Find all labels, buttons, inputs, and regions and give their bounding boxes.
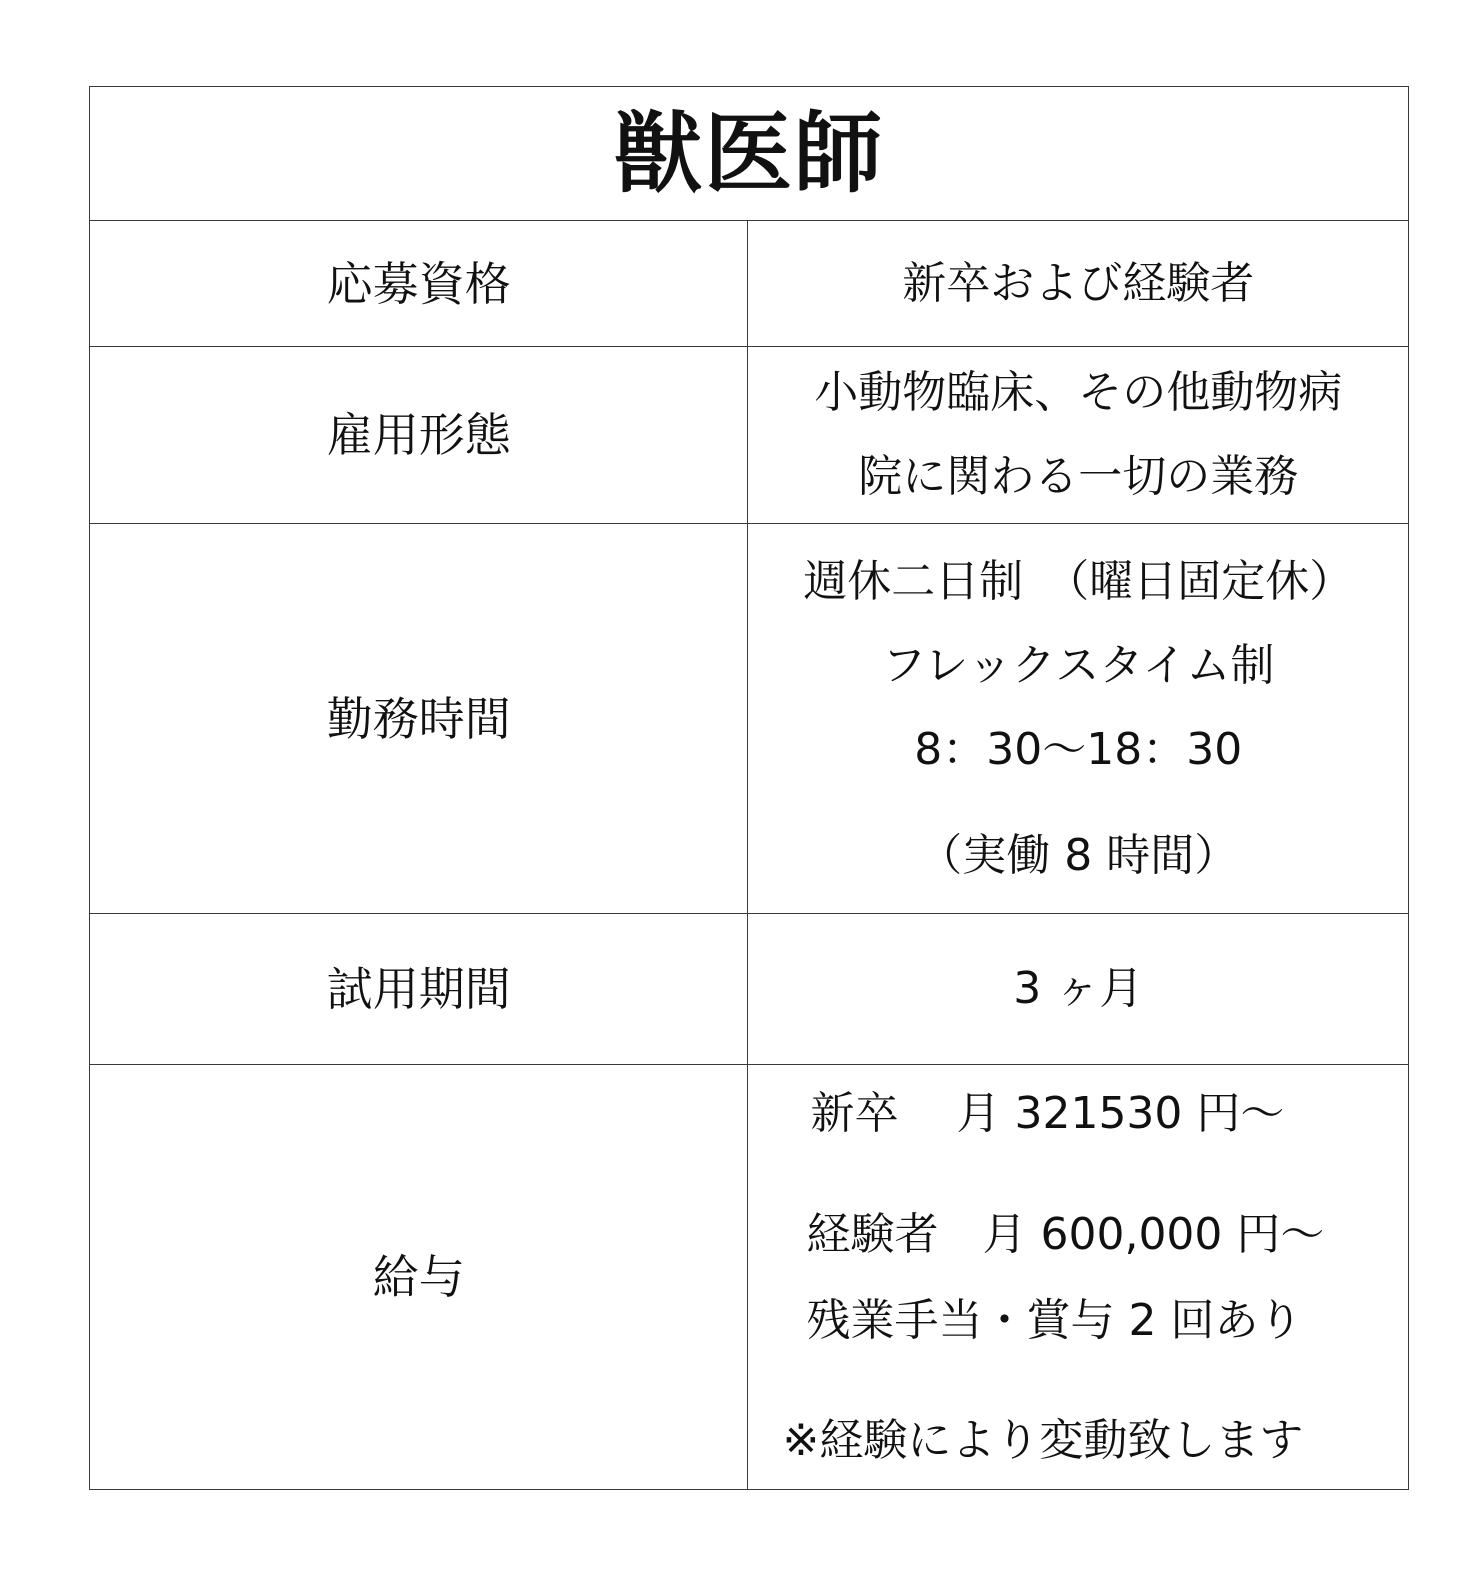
job-info-table bbox=[89, 86, 1409, 1490]
row-label: 勤務時間 bbox=[326, 691, 511, 746]
row-value-line: 院に関わる一切の業務 bbox=[858, 451, 1299, 502]
title-row bbox=[90, 87, 1409, 221]
row-label: 応募資格 bbox=[326, 256, 511, 311]
row-value-line: 経験者 月 600,000 円～ bbox=[806, 1208, 1325, 1260]
row-value-cell bbox=[748, 1065, 1409, 1490]
table-row bbox=[90, 524, 1409, 914]
row-value-line: 8：30～18：30 bbox=[914, 723, 1243, 775]
row-value-line: 小動物臨床、その他動物病 bbox=[814, 367, 1343, 418]
row-label-cell bbox=[90, 1065, 748, 1490]
row-value-line: 新卒および経験者 bbox=[902, 257, 1255, 309]
row-label-cell bbox=[90, 524, 748, 914]
row-label: 試用期間 bbox=[326, 962, 511, 1016]
row-value-cell bbox=[748, 524, 1409, 914]
row-value-line: 週休二日制 （曜日固定休） bbox=[803, 555, 1354, 607]
row-value-line: 新卒 月 321530 円～ bbox=[810, 1087, 1285, 1139]
row-value-line: （実働 8 時間） bbox=[918, 829, 1239, 881]
row-label-cell bbox=[90, 914, 748, 1065]
row-value-line: フレックスタイム制 bbox=[882, 639, 1275, 691]
row-value-cell bbox=[748, 347, 1409, 524]
row-value-cell bbox=[748, 221, 1409, 347]
row-value-line: 3 ヶ月 bbox=[1013, 963, 1144, 1014]
row-label: 給与 bbox=[372, 1250, 465, 1304]
title-cell bbox=[90, 87, 1409, 221]
row-value-line: ※経験により変動致します bbox=[782, 1414, 1304, 1466]
row-label-cell bbox=[90, 347, 748, 524]
page-title: 獣医師 bbox=[613, 101, 884, 205]
row-label-cell bbox=[90, 221, 748, 347]
table-row bbox=[90, 221, 1409, 347]
table-row bbox=[90, 914, 1409, 1065]
table-row bbox=[90, 347, 1409, 524]
row-value-cell bbox=[748, 914, 1409, 1065]
table-row bbox=[90, 1065, 1409, 1490]
row-value-line: 残業手当・賞与 2 回あり bbox=[806, 1294, 1303, 1346]
row-label: 雇用形態 bbox=[326, 408, 511, 462]
